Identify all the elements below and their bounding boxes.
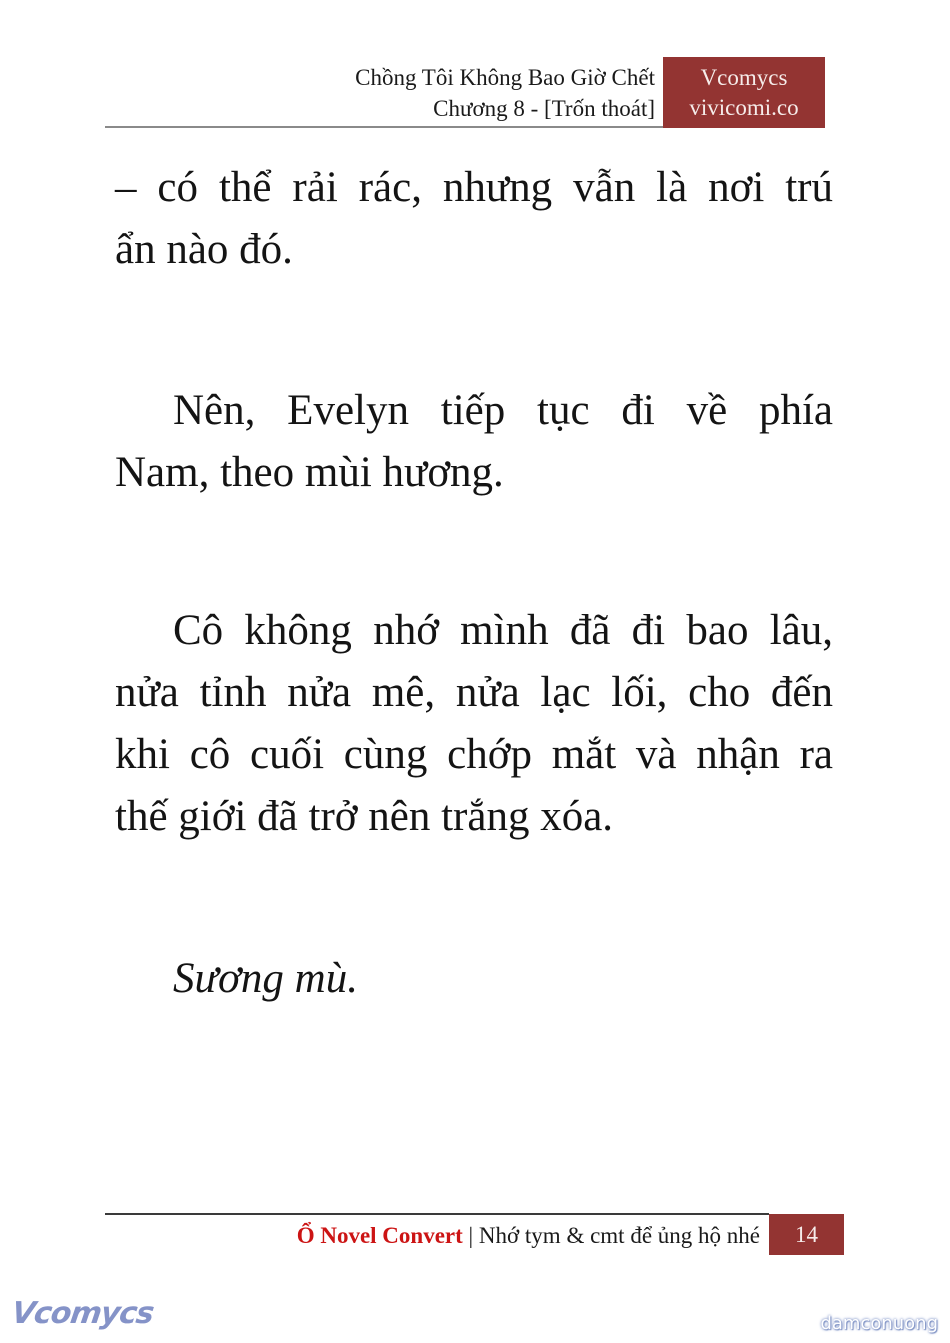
chapter-title: Chương 8 - [Trốn thoát] — [433, 96, 655, 121]
footer-rule — [105, 1213, 769, 1215]
header-badge — [663, 57, 825, 128]
badge-site-url: vivicomi.co — [689, 95, 799, 120]
header-rule — [105, 126, 663, 128]
paragraph-line: khi cô cuối cùng chớp mắt và nhận ra — [115, 731, 833, 778]
paragraph-4 — [115, 948, 833, 1010]
paragraph-2 — [115, 380, 833, 504]
page-number: 14 — [795, 1222, 818, 1247]
footer-separator: | — [468, 1223, 474, 1248]
header-titles — [355, 62, 655, 124]
paragraph-line: – có thể rải rác, nhưng vẫn là nơi trú — [115, 164, 833, 211]
paragraph-1 — [115, 157, 833, 281]
paragraph-line: nửa tỉnh nửa mê, nửa lạc lối, cho đến — [115, 669, 833, 716]
footer-text — [297, 1220, 760, 1252]
book-title: Chồng Tôi Không Bao Giờ Chết — [355, 65, 655, 90]
page-number-badge — [769, 1214, 844, 1255]
paragraph-line: Nam, theo mùi hương. — [115, 449, 504, 496]
paragraph-line: ẩn nào đó. — [115, 226, 293, 273]
paragraph-line: Sương mù. — [173, 955, 358, 1002]
paragraph-line: Cô không nhớ mình đã đi bao lâu, — [173, 607, 833, 654]
paragraph-3 — [115, 600, 833, 848]
footer-message: Nhớ tym & cmt để ủng hộ nhé — [478, 1223, 760, 1248]
badge-site-name: Vcomycs — [700, 65, 788, 90]
paragraph-line: thế giới đã trở nên trắng xóa. — [115, 793, 614, 840]
paragraph-line: Nên, Evelyn tiếp tục đi về phía — [173, 387, 833, 434]
watermark-logo-left: Vcomycs — [9, 1296, 156, 1331]
footer-brand: Ổ Novel Convert — [296, 1223, 463, 1248]
watermark-text-right: damconuong — [820, 1313, 938, 1334]
